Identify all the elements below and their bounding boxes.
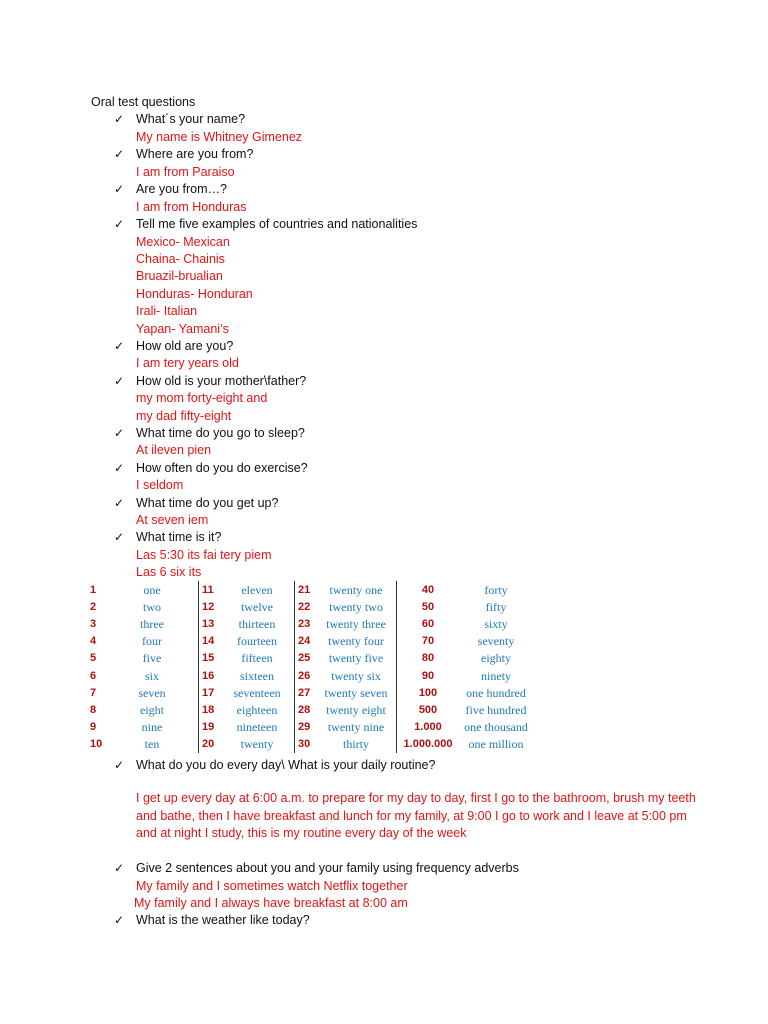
answer-country: Bruazil-brualian <box>136 269 223 283</box>
number-word: sixty <box>484 617 508 632</box>
number-digit: 24 <box>298 635 311 648</box>
number-digit: 28 <box>298 703 311 716</box>
number-digit: 8 <box>90 703 97 716</box>
number-word: fourteen <box>237 634 277 649</box>
page-title: Oral test questions <box>91 95 196 109</box>
number-word: one hundred <box>466 685 526 700</box>
number-digit: 21 <box>298 584 311 596</box>
number-digit: 26 <box>298 669 311 682</box>
number-digit: 22 <box>298 601 311 614</box>
answer-parents-age: my dad fifty-eight <box>136 409 232 423</box>
check-icon: ✓ <box>114 112 125 126</box>
number-digit: 16 <box>202 669 215 682</box>
question-text: How often do you do exercise? <box>136 461 308 475</box>
number-word: twenty two <box>329 600 383 615</box>
number-word: twenty seven <box>324 685 388 700</box>
number-digit: 60 <box>421 618 435 631</box>
number-word: seven <box>138 685 166 700</box>
number-digit: 90 <box>421 669 435 682</box>
question-text: What time is it? <box>136 530 222 544</box>
number-word: nine <box>141 719 163 734</box>
number-word: thirteen <box>238 617 276 632</box>
number-word: twenty one <box>329 583 383 597</box>
numbers-table <box>88 581 542 753</box>
question-adverbs <box>114 860 519 876</box>
question-name <box>114 111 246 127</box>
number-digit: 100 <box>418 686 438 699</box>
answer-country: Chaina- Chainis <box>136 252 225 266</box>
number-word: thirty <box>343 736 369 751</box>
question-text: Give 2 sentences about you and your family using frequency adverbs <box>136 861 519 875</box>
answer-get-up: At seven iem <box>136 513 209 527</box>
answer-country: Irali- Italian <box>136 304 198 318</box>
check-icon: ✓ <box>114 374 125 388</box>
number-digit: 7 <box>90 686 97 699</box>
answer-time: Las 6 six its <box>136 565 202 579</box>
question-weather <box>114 912 310 928</box>
answer-adverb: My family and I always have breakfast at 8:00 am <box>134 896 408 910</box>
number-digit: 11 <box>202 584 214 596</box>
number-word: twelve <box>241 600 273 615</box>
check-icon: ✓ <box>114 530 125 544</box>
number-word: eighty <box>481 651 511 666</box>
question-get-up <box>114 495 279 511</box>
question-text: How old are you? <box>136 339 234 353</box>
question-text: How old is your mother\father? <box>136 374 307 388</box>
number-word: twenty three <box>326 617 386 632</box>
number-word: twenty five <box>328 651 384 666</box>
number-digit: 23 <box>298 618 311 631</box>
number-word: seventeen <box>233 685 281 700</box>
check-icon: ✓ <box>114 496 125 510</box>
question-text: Are you from…? <box>136 182 228 196</box>
number-word: three <box>140 617 164 632</box>
question-time <box>114 529 222 545</box>
number-word: five hundred <box>465 702 527 717</box>
number-word: sixteen <box>240 668 274 683</box>
question-exercise <box>114 460 308 476</box>
answer-name: My name is Whitney Gimenez <box>136 130 303 144</box>
number-word: one million <box>468 736 524 751</box>
number-digit: 3 <box>90 618 97 631</box>
answer-age: I am tery years old <box>136 356 239 370</box>
answer-country: Mexico- Mexican <box>136 235 230 249</box>
number-word: twenty four <box>328 634 384 649</box>
number-word: fifty <box>485 600 507 615</box>
number-word: ninety <box>481 668 511 683</box>
check-icon: ✓ <box>114 861 125 875</box>
check-icon: ✓ <box>114 758 125 772</box>
number-digit: 19 <box>202 720 215 733</box>
number-word: seventy <box>477 634 515 649</box>
number-digit: 10 <box>90 737 103 750</box>
number-digit: 1.000 <box>414 720 442 733</box>
number-digit: 20 <box>202 737 215 750</box>
answer-are-you-from: I am from Honduras <box>136 200 247 214</box>
number-digit: 15 <box>202 652 215 665</box>
question-parents-age <box>114 373 307 389</box>
number-word: one thousand <box>464 719 528 734</box>
question-text: What is the weather like today? <box>136 913 310 927</box>
number-digit: 4 <box>90 635 97 648</box>
question-age <box>114 338 234 354</box>
number-digit: 50 <box>421 601 435 614</box>
check-icon: ✓ <box>114 913 125 927</box>
number-digit: 40 <box>421 584 435 596</box>
answer-country: Yapan- Yamani’s <box>136 322 229 336</box>
number-digit: 70 <box>421 635 435 648</box>
answer-country: Honduras- Honduran <box>136 287 253 301</box>
number-digit: 1.000.000 <box>403 737 453 750</box>
number-word: twenty eight <box>326 702 386 717</box>
question-sleep <box>114 425 305 441</box>
number-word: forty <box>484 583 508 597</box>
answer-routine: I get up every day at 6:00 a.m. to prepare for my day to day, first I go to the bathroom, brush my teeth and bathe, then I have breakfast and lunch for my family, at 9:00 I go to work and I leave at 5:00 pm and at night I study, this is my routine every day of the week <box>136 791 696 840</box>
number-word: twenty <box>240 736 274 751</box>
question-text: What time do you get up? <box>136 496 279 510</box>
table-divider <box>294 581 295 753</box>
number-word: ten <box>144 736 160 751</box>
number-word: two <box>143 600 161 615</box>
question-text: Tell me five examples of countries and nationalities <box>136 217 418 231</box>
question-text: What time do you go to sleep? <box>136 426 305 440</box>
number-digit: 9 <box>90 720 97 733</box>
table-divider <box>396 581 397 753</box>
question-text: Where are you from? <box>136 147 254 161</box>
number-digit: 80 <box>421 652 435 665</box>
number-digit: 13 <box>202 618 215 631</box>
number-digit: 17 <box>202 686 215 699</box>
table-divider <box>198 581 199 753</box>
number-digit: 30 <box>298 737 311 750</box>
number-word: four <box>142 634 162 649</box>
answer-sleep: At ileven pien <box>136 443 212 457</box>
number-word: six <box>144 668 159 683</box>
question-text: What do you do every day\ What is your daily routine? <box>136 758 436 772</box>
answer-exercise: I seldom <box>136 478 184 492</box>
check-icon: ✓ <box>114 339 125 353</box>
check-icon: ✓ <box>114 182 125 196</box>
check-icon: ✓ <box>114 147 125 161</box>
check-icon: ✓ <box>114 217 125 231</box>
number-digit: 29 <box>298 720 311 733</box>
answer-adverb: My family and I sometimes watch Netflix together <box>136 879 408 893</box>
number-digit: 27 <box>298 686 311 699</box>
number-digit: 2 <box>90 601 97 614</box>
number-word: fifteen <box>241 651 273 666</box>
question-are-you-from <box>114 181 228 197</box>
check-icon: ✓ <box>114 461 125 475</box>
answer-from: I am from Paraiso <box>136 165 235 179</box>
answer-parents-age: my mom forty-eight and <box>136 391 268 405</box>
number-digit: 1 <box>90 584 97 596</box>
question-text: What´s your name? <box>136 112 246 126</box>
number-digit: 14 <box>202 635 215 648</box>
number-word: nineteen <box>236 719 278 734</box>
number-word: one <box>143 583 161 597</box>
check-icon: ✓ <box>114 426 125 440</box>
number-digit: 25 <box>298 652 311 665</box>
number-word: eight <box>140 702 164 717</box>
question-routine <box>114 757 436 773</box>
number-digit: 12 <box>202 601 215 614</box>
answer-time: Las 5:30 its fai tery piem <box>136 548 272 562</box>
number-word: eleven <box>241 583 273 597</box>
number-word: eighteen <box>236 702 278 717</box>
question-countries <box>114 216 418 232</box>
number-word: twenty six <box>331 668 381 683</box>
number-word: twenty nine <box>327 719 385 734</box>
number-word: five <box>142 651 162 666</box>
number-digit: 6 <box>90 669 97 682</box>
number-digit: 18 <box>202 703 215 716</box>
question-from <box>114 146 254 162</box>
number-digit: 5 <box>90 652 97 665</box>
number-digit: 500 <box>418 703 438 716</box>
